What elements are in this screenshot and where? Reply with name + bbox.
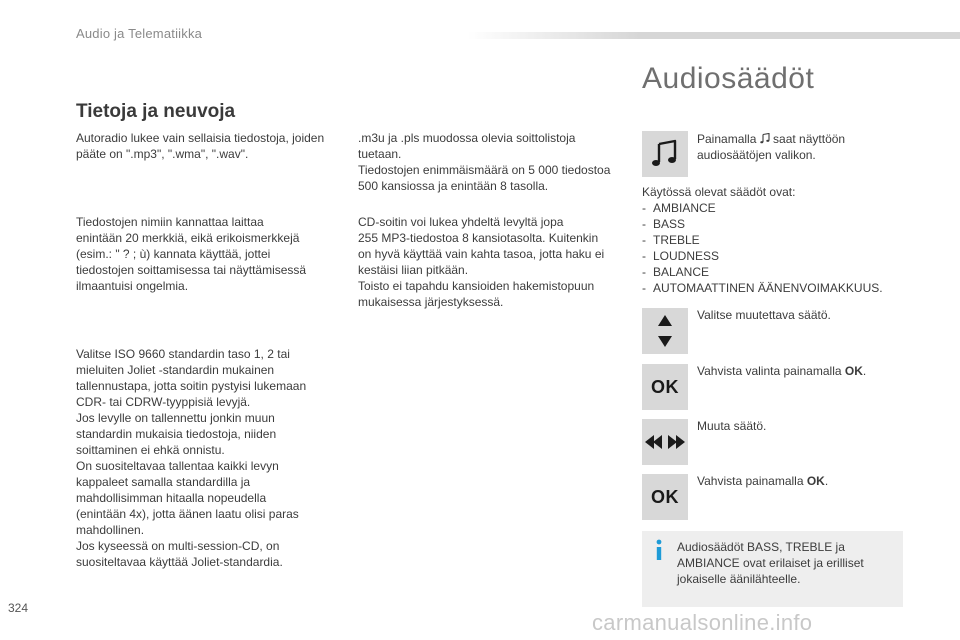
info-note-text: Audiosäädöt BASS, TREBLE ja AMBIANCE ovat erilaiset ja erilliset jokaiselle äänilähteelle. — [677, 540, 864, 586]
header-section-label: Audio ja Telematiikka — [76, 26, 203, 41]
step-select-setting: Valitse muutettava säätö. — [697, 308, 831, 322]
middle-paragraph-2: CD-soitin voi lukea yhdeltä levyltä jopa 255 MP3-tiedostoa 8 kansiotasolta. Kuitenkin on hyvä käyttää vain kahta tasoa, jotta haku ei kestäisi liian pitkään. Toisto ei tapahdu kansioiden hakemistopuun mukaisessa järjestyksessä. — [358, 215, 605, 309]
settings-list-item: - AMBIANCE — [642, 201, 716, 215]
settings-list-item: - AUTOMAATTINEN ÄÄNENVOIMAKKUUS. — [642, 281, 883, 295]
ok-keyword: OK — [844, 364, 863, 378]
header-rule — [468, 32, 960, 39]
page-number: 324 — [8, 601, 29, 615]
settings-list-item: - LOUDNESS — [642, 249, 720, 263]
ok-button-icon: OK — [651, 486, 679, 507]
music-note-inline-icon — [760, 133, 770, 144]
page-title: Audiosäädöt — [642, 62, 815, 95]
left-paragraph-3: Valitse ISO 9660 standardin taso 1, 2 tai mieluiten Joliet -standardin mukainen tallennustapa, jotta soitin pystyisi lukemaan CDR- tai CDRW-tyyppisiä levyjä. Jos levylle on tallennettu jonkin muun standardin mukaisia tiedostoja, niiden soittaminen ei ehkä onnistu. On suositeltavaa tallentaa kaikki levyn kappaleet samalla standardilla ja mahdollisimman hitaalla nopeudella (enintään 4x), jotta äänen laatu olisi paras mahdollinen. Jos kyseessä on multi-session-CD, on suositeltavaa käyttää Joliet-standardia. — [76, 347, 307, 569]
up-down-button — [642, 308, 688, 354]
settings-list-item: - TREBLE — [642, 233, 700, 247]
step1-text-after: saat näyttöön audiosäätöjen valikon. — [697, 132, 846, 162]
settings-list — [642, 200, 922, 296]
info-icon — [653, 539, 665, 561]
arrow-up-icon — [658, 315, 672, 326]
seek-arrows-icon — [644, 433, 686, 451]
ok-button — [642, 364, 688, 410]
ok-button-icon: OK — [651, 376, 679, 397]
music-note-icon — [649, 138, 681, 170]
settings-list-item: - BASS — [642, 217, 686, 231]
up-down-arrows-icon — [653, 311, 677, 351]
arrow-down-icon — [658, 336, 672, 347]
info-note — [642, 531, 903, 607]
ok-button-2 — [642, 474, 688, 520]
settings-list-item: - BALANCE — [642, 265, 710, 279]
ok-keyword: OK — [806, 474, 825, 488]
left-paragraph-1: Autoradio lukee vain sellaisia tiedostoja, joiden pääte on ".mp3", ".wma", ".wav". — [76, 131, 325, 161]
step-open-audio-settings — [697, 131, 897, 163]
seek-button — [642, 419, 688, 465]
music-button — [642, 131, 688, 177]
step1-text-before: Painamalla — [697, 132, 760, 146]
settings-block — [642, 184, 922, 296]
step-confirm: Vahvista painamalla OK. — [697, 474, 829, 488]
watermark: carmanualsonline.info — [592, 610, 813, 635]
left-paragraph-2: Tiedostojen nimiin kannattaa laittaa enintään 20 merkkiä, eikä erikoismerkkejä (esim.: " ? ; ù) kannata käyttää, jottei tiedostojen soittamisessa tai näyttämisessä ilmaantuisi ongelmia. — [76, 215, 307, 293]
section-title: Tietoja ja neuvoja — [76, 101, 236, 122]
step-confirm-selection: Vahvista valinta painamalla OK. — [697, 364, 867, 378]
middle-paragraph-1: .m3u ja .pls muodossa olevia soittolistoja tuetaan. Tiedostojen enimmäismäärä on 5 000 tiedostoa 500 kansiossa ja enintään 8 tasolla. — [358, 131, 611, 193]
settings-intro: Käytössä olevat säädöt ovat: — [642, 185, 796, 199]
step-change-setting: Muuta säätö. — [697, 419, 767, 433]
